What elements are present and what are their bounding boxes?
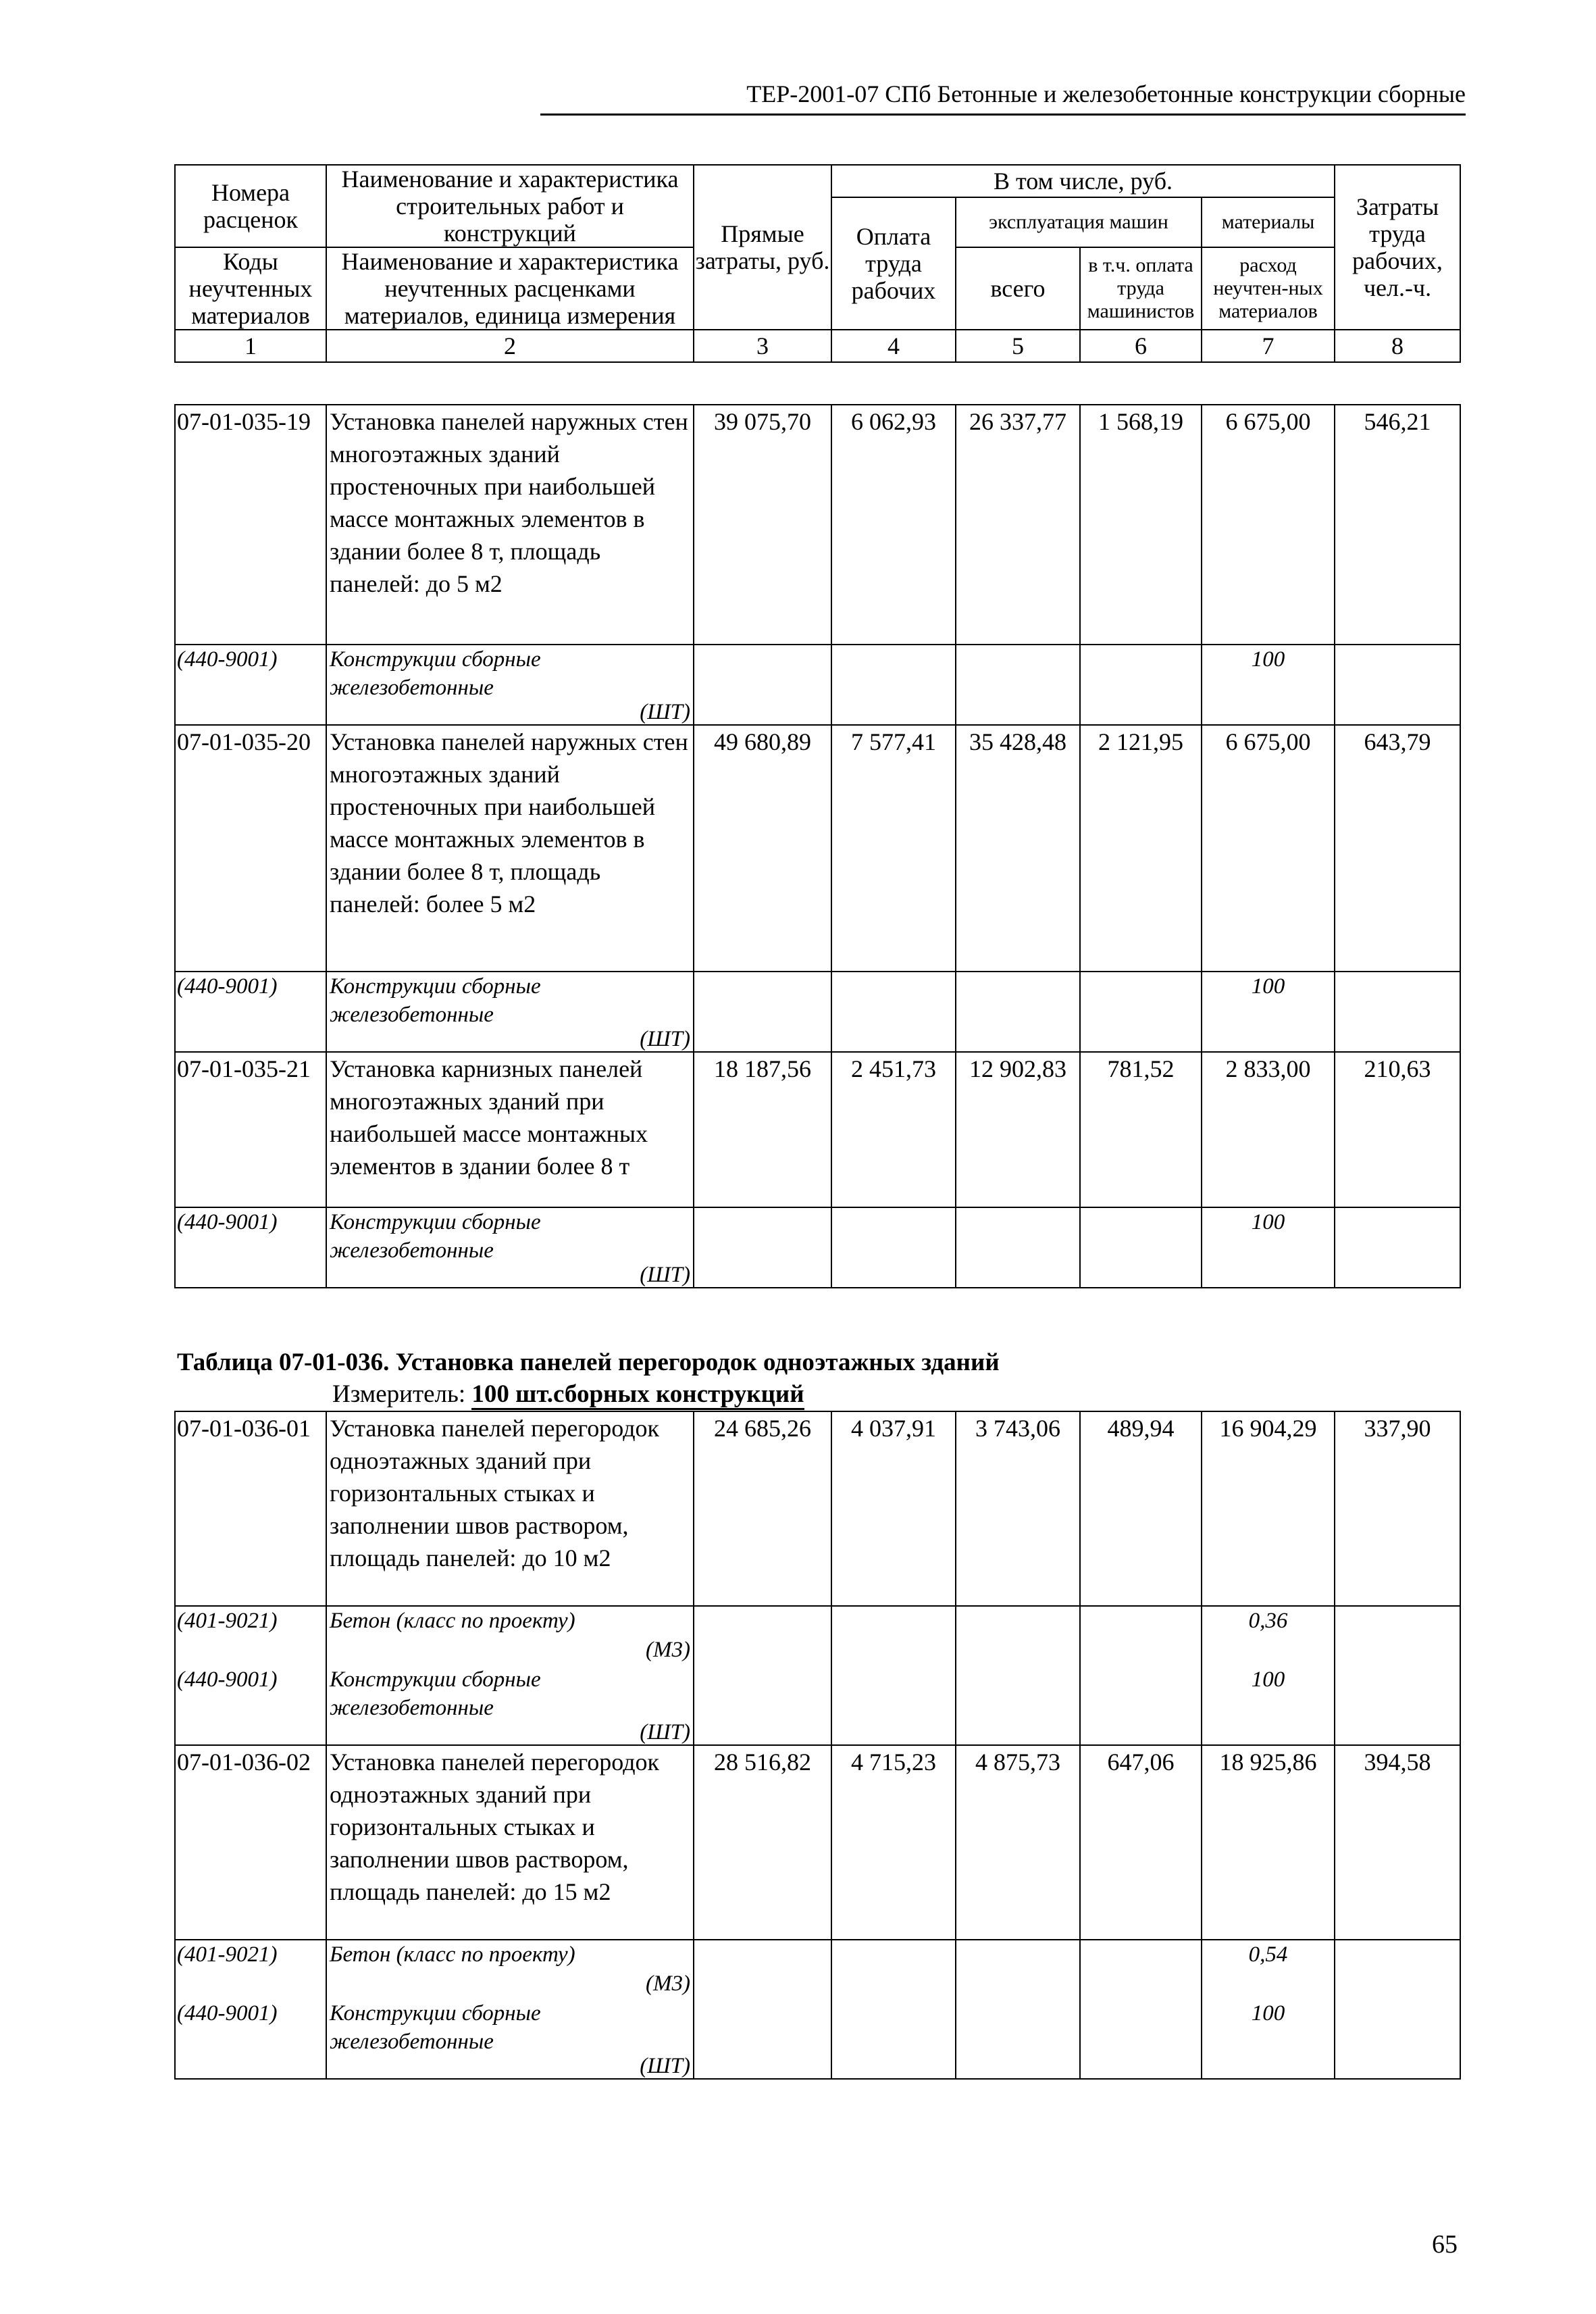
material-code: (401-9021) [175, 1940, 326, 1969]
material-code: (440-9001) [175, 1207, 326, 1265]
machines-total: 35 428,48 [956, 725, 1080, 972]
direct-cost: 28 516,82 [694, 1745, 831, 1940]
material-code: (440-9001) [175, 1999, 326, 2056]
table-row [175, 1052, 1460, 1207]
materials-cost: 6 675,00 [1202, 725, 1335, 972]
operators-pay: 2 121,95 [1080, 725, 1202, 972]
material-name: Конструкции сборные железобетонные [326, 645, 694, 702]
col1-top-header: Номера расценок [175, 165, 326, 247]
material-row [175, 1207, 1460, 1265]
material-unit-row [175, 1969, 1460, 1999]
material-unit: (ШТ) [326, 1029, 694, 1052]
col2-bottom-header: Наименование и характеристика неучтенных расценками материалов, единица измерения [326, 247, 694, 330]
labor-hours: 337,90 [1335, 1411, 1460, 1606]
rate-code: 07-01-035-20 [175, 725, 326, 972]
material-qty: 0,36 [1202, 1606, 1335, 1636]
machines-total: 3 743,06 [956, 1411, 1080, 1606]
material-name: Бетон (класс по проекту) [326, 1606, 694, 1636]
rate-code: 07-01-036-02 [175, 1745, 326, 1940]
material-qty: 100 [1202, 1665, 1335, 1722]
material-qty: 100 [1202, 1999, 1335, 2056]
machines-total: 4 875,73 [956, 1745, 1080, 1940]
material-unit-row [175, 2056, 1460, 2079]
col8-header: Затраты труда рабочих, чел.-ч. [1335, 165, 1460, 330]
material-row [175, 1606, 1460, 1636]
rate-name: Установка карнизных панелей многоэтажных зданий при наибольшей массе монтажных элементов в здании более 8 т [326, 1052, 694, 1207]
material-name: Конструкции сборные железобетонные [326, 1665, 694, 1722]
material-row [175, 1665, 1460, 1722]
operators-pay: 489,94 [1080, 1411, 1202, 1606]
labor-pay: 2 451,73 [831, 1052, 956, 1207]
material-unit: (ШТ) [326, 702, 694, 725]
material-unit: (ШТ) [326, 1265, 694, 1288]
material-row [175, 645, 1460, 702]
machines-total: 26 337,77 [956, 405, 1080, 645]
rate-name: Установка панелей наружных стен многоэтажных зданий простеночных при наибольшей массе монтажных элементов в здании более 8 т, площадь панелей: более 5 м2 [326, 725, 694, 972]
operators-pay: 647,06 [1080, 1745, 1202, 1940]
material-code: (440-9001) [175, 1665, 326, 1722]
materials-cost: 2 833,00 [1202, 1052, 1335, 1207]
column-header-table [174, 164, 1461, 363]
material-row [175, 972, 1460, 1029]
page-number: 65 [1432, 2230, 1458, 2259]
materials-header: материалы [1202, 197, 1335, 247]
machines-total: 12 902,83 [956, 1052, 1080, 1207]
rate-name: Установка панелей перегородок одноэтажных зданий при горизонтальных стыках и заполнении швов раствором, площадь панелей: до 15 м2 [326, 1745, 694, 1940]
material-code: (440-9001) [175, 645, 326, 702]
material-unit-row [175, 1636, 1460, 1665]
table-title: Таблица 07-01-036. Установка панелей перегородок одноэтажных зданий [177, 1349, 1000, 1376]
rate-name: Установка панелей перегородок одноэтажных зданий при горизонтальных стыках и заполнении швов раствором, площадь панелей: до 10 м2 [326, 1411, 694, 1606]
measure-label: Измеритель: [332, 1380, 466, 1408]
col5-header: всего [956, 247, 1080, 330]
labor-pay: 7 577,41 [831, 725, 956, 972]
col7-header: расход неучтен-ных материалов [1202, 247, 1335, 330]
rate-code: 07-01-035-21 [175, 1052, 326, 1207]
rate-name: Установка панелей наружных стен многоэтажных зданий простеночных при наибольшей массе монтажных элементов в здании более 8 т, площадь панелей: до 5 м2 [326, 405, 694, 645]
table-row [175, 405, 1460, 645]
material-unit: (ШТ) [326, 1722, 694, 1745]
rate-code: 07-01-036-01 [175, 1411, 326, 1606]
running-header: ТЕР-2001-07 СПб Бетонные и железобетонные конструкции сборные [540, 80, 1466, 116]
materials-cost: 6 675,00 [1202, 405, 1335, 645]
labor-pay: 4 715,23 [831, 1745, 956, 1940]
col6-header: в т.ч. оплата труда машинистов [1080, 247, 1202, 330]
incl-header: В том числе, руб. [831, 165, 1335, 197]
col-num-7: 7 [1202, 330, 1335, 362]
col-num-1: 1 [175, 330, 326, 362]
rates-table-035 [174, 404, 1461, 1288]
col1-bottom-header: Коды неучтенных материалов [175, 247, 326, 330]
labor-pay: 4 037,91 [831, 1411, 956, 1606]
material-qty: 100 [1202, 645, 1335, 702]
col3-header: Прямые затраты, руб. [694, 165, 831, 330]
operators-pay: 1 568,19 [1080, 405, 1202, 645]
col-num-5: 5 [956, 330, 1080, 362]
material-name: Конструкции сборные железобетонные [326, 1207, 694, 1265]
operators-pay: 781,52 [1080, 1052, 1202, 1207]
material-row [175, 1999, 1460, 2056]
material-unit: (М3) [326, 1636, 694, 1665]
col2-top-header: Наименование и характеристика строительных работ и конструкций [326, 165, 694, 247]
material-code: (440-9001) [175, 972, 326, 1029]
material-unit-row [175, 1029, 1460, 1052]
material-unit: (М3) [326, 1969, 694, 1999]
labor-pay: 6 062,93 [831, 405, 956, 645]
material-unit-row [175, 1265, 1460, 1288]
labor-hours: 546,21 [1335, 405, 1460, 645]
material-name: Конструкции сборные железобетонные [326, 1999, 694, 2056]
measure-value: 100 шт.сборных конструкций [471, 1380, 804, 1410]
col-num-6: 6 [1080, 330, 1202, 362]
material-qty: 0,54 [1202, 1940, 1335, 1969]
table-row [175, 1411, 1460, 1606]
direct-cost: 24 685,26 [694, 1411, 831, 1606]
rates-table-036 [174, 1411, 1461, 2080]
direct-cost: 39 075,70 [694, 405, 831, 645]
direct-cost: 18 187,56 [694, 1052, 831, 1207]
labor-hours: 643,79 [1335, 725, 1460, 972]
col-num-2: 2 [326, 330, 694, 362]
machines-header: эксплуатация машин [956, 197, 1202, 247]
material-qty: 100 [1202, 1207, 1335, 1265]
labor-hours: 210,63 [1335, 1052, 1460, 1207]
col-num-4: 4 [831, 330, 956, 362]
col4-header: Оплата труда рабочих [831, 197, 956, 330]
material-unit: (ШТ) [326, 2056, 694, 2079]
rate-code: 07-01-035-19 [175, 405, 326, 645]
measure-line [332, 1380, 804, 1409]
material-unit-row [175, 702, 1460, 725]
table-row [175, 725, 1460, 972]
materials-cost: 18 925,86 [1202, 1745, 1335, 1940]
material-row [175, 1940, 1460, 1969]
labor-hours: 394,58 [1335, 1745, 1460, 1940]
materials-cost: 16 904,29 [1202, 1411, 1335, 1606]
table-row [175, 1745, 1460, 1940]
material-code: (401-9021) [175, 1606, 326, 1636]
col-num-8: 8 [1335, 330, 1460, 362]
material-qty: 100 [1202, 972, 1335, 1029]
col-num-3: 3 [694, 330, 831, 362]
direct-cost: 49 680,89 [694, 725, 831, 972]
material-name: Конструкции сборные железобетонные [326, 972, 694, 1029]
material-name: Бетон (класс по проекту) [326, 1940, 694, 1969]
material-unit-row [175, 1722, 1460, 1745]
